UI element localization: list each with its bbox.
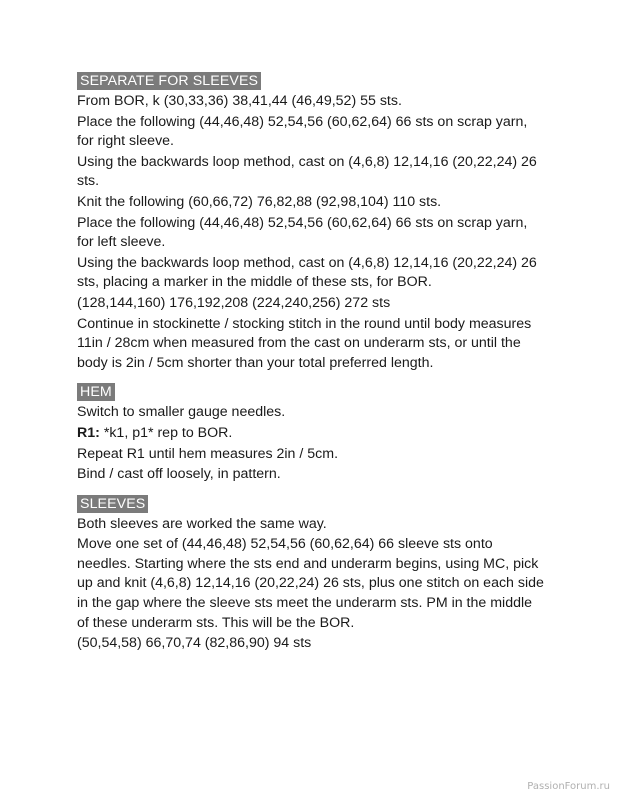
instruction-paragraph: Knit the following (60,66,72) 76,82,88 (92,98,104) 110 sts. bbox=[77, 193, 442, 210]
pattern-page bbox=[77, 72, 547, 664]
row-label: R1: bbox=[77, 424, 100, 441]
instruction-paragraph: Place the following (44,46,48) 52,54,56 (60,62,64) 66 sts on scrap yarn, for right sleeve. bbox=[77, 113, 528, 150]
section-heading: SEPARATE FOR SLEEVES bbox=[77, 72, 261, 90]
instruction-paragraph: Using the backwards loop method, cast on (4,6,8) 12,14,16 (20,22,24) 26 sts. bbox=[77, 153, 537, 190]
section-heading: SLEEVES bbox=[77, 495, 148, 513]
section-sleeves bbox=[77, 495, 547, 654]
instruction-paragraph: Place the following (44,46,48) 52,54,56 (60,62,64) 66 sts on scrap yarn, for left sleeve. bbox=[77, 214, 528, 251]
stitch-count: (128,144,160) 176,192,208 (224,240,256) 272 sts bbox=[77, 294, 391, 311]
watermark: PassionForum.ru bbox=[527, 781, 610, 792]
instruction-paragraph: Repeat R1 until hem measures 2in / 5cm. bbox=[77, 445, 339, 462]
instruction-paragraph: From BOR, k (30,33,36) 38,41,44 (46,49,52) 55 sts. bbox=[77, 93, 402, 109]
stitch-count: (50,54,58) 66,70,74 (82,86,90) 94 sts bbox=[77, 635, 312, 652]
row-text: *k1, p1* rep to BOR. bbox=[99, 424, 233, 441]
instruction-paragraph: Switch to smaller gauge needles. bbox=[77, 404, 286, 421]
instruction-paragraph: Bind / cast off loosely, in pattern. bbox=[77, 466, 281, 483]
row-instruction bbox=[77, 424, 547, 444]
instruction-paragraph: Continue in stockinette / stocking stitch in the round until body measures 11in / 28cm when measured from the cast on underarm sts, or until the body is 2in / 5cm shorter than your total preferred length. bbox=[77, 315, 532, 371]
instruction-paragraph: Move one set of (44,46,48) 52,54,56 (60,62,64) 66 sleeve sts onto needles. Starting where the sts end and underarm begins, using MC, pick up and knit (4,6,8) 12,14,16 (20,22,24) 26 sts, plus one stitch on each side in the gap where the sleeve sts meet the underarm sts. PM in the middle of these underarm sts. This will be the BOR. bbox=[77, 536, 544, 631]
section-separate-for-sleeves bbox=[77, 72, 547, 373]
instruction-paragraph: Both sleeves are worked the same way. bbox=[77, 515, 327, 532]
section-hem bbox=[77, 383, 547, 484]
section-heading: HEM bbox=[77, 383, 115, 401]
instruction-paragraph: Using the backwards loop method, cast on (4,6,8) 12,14,16 (20,22,24) 26 sts, placing a marker in the middle of these sts, for BOR. bbox=[77, 254, 537, 291]
